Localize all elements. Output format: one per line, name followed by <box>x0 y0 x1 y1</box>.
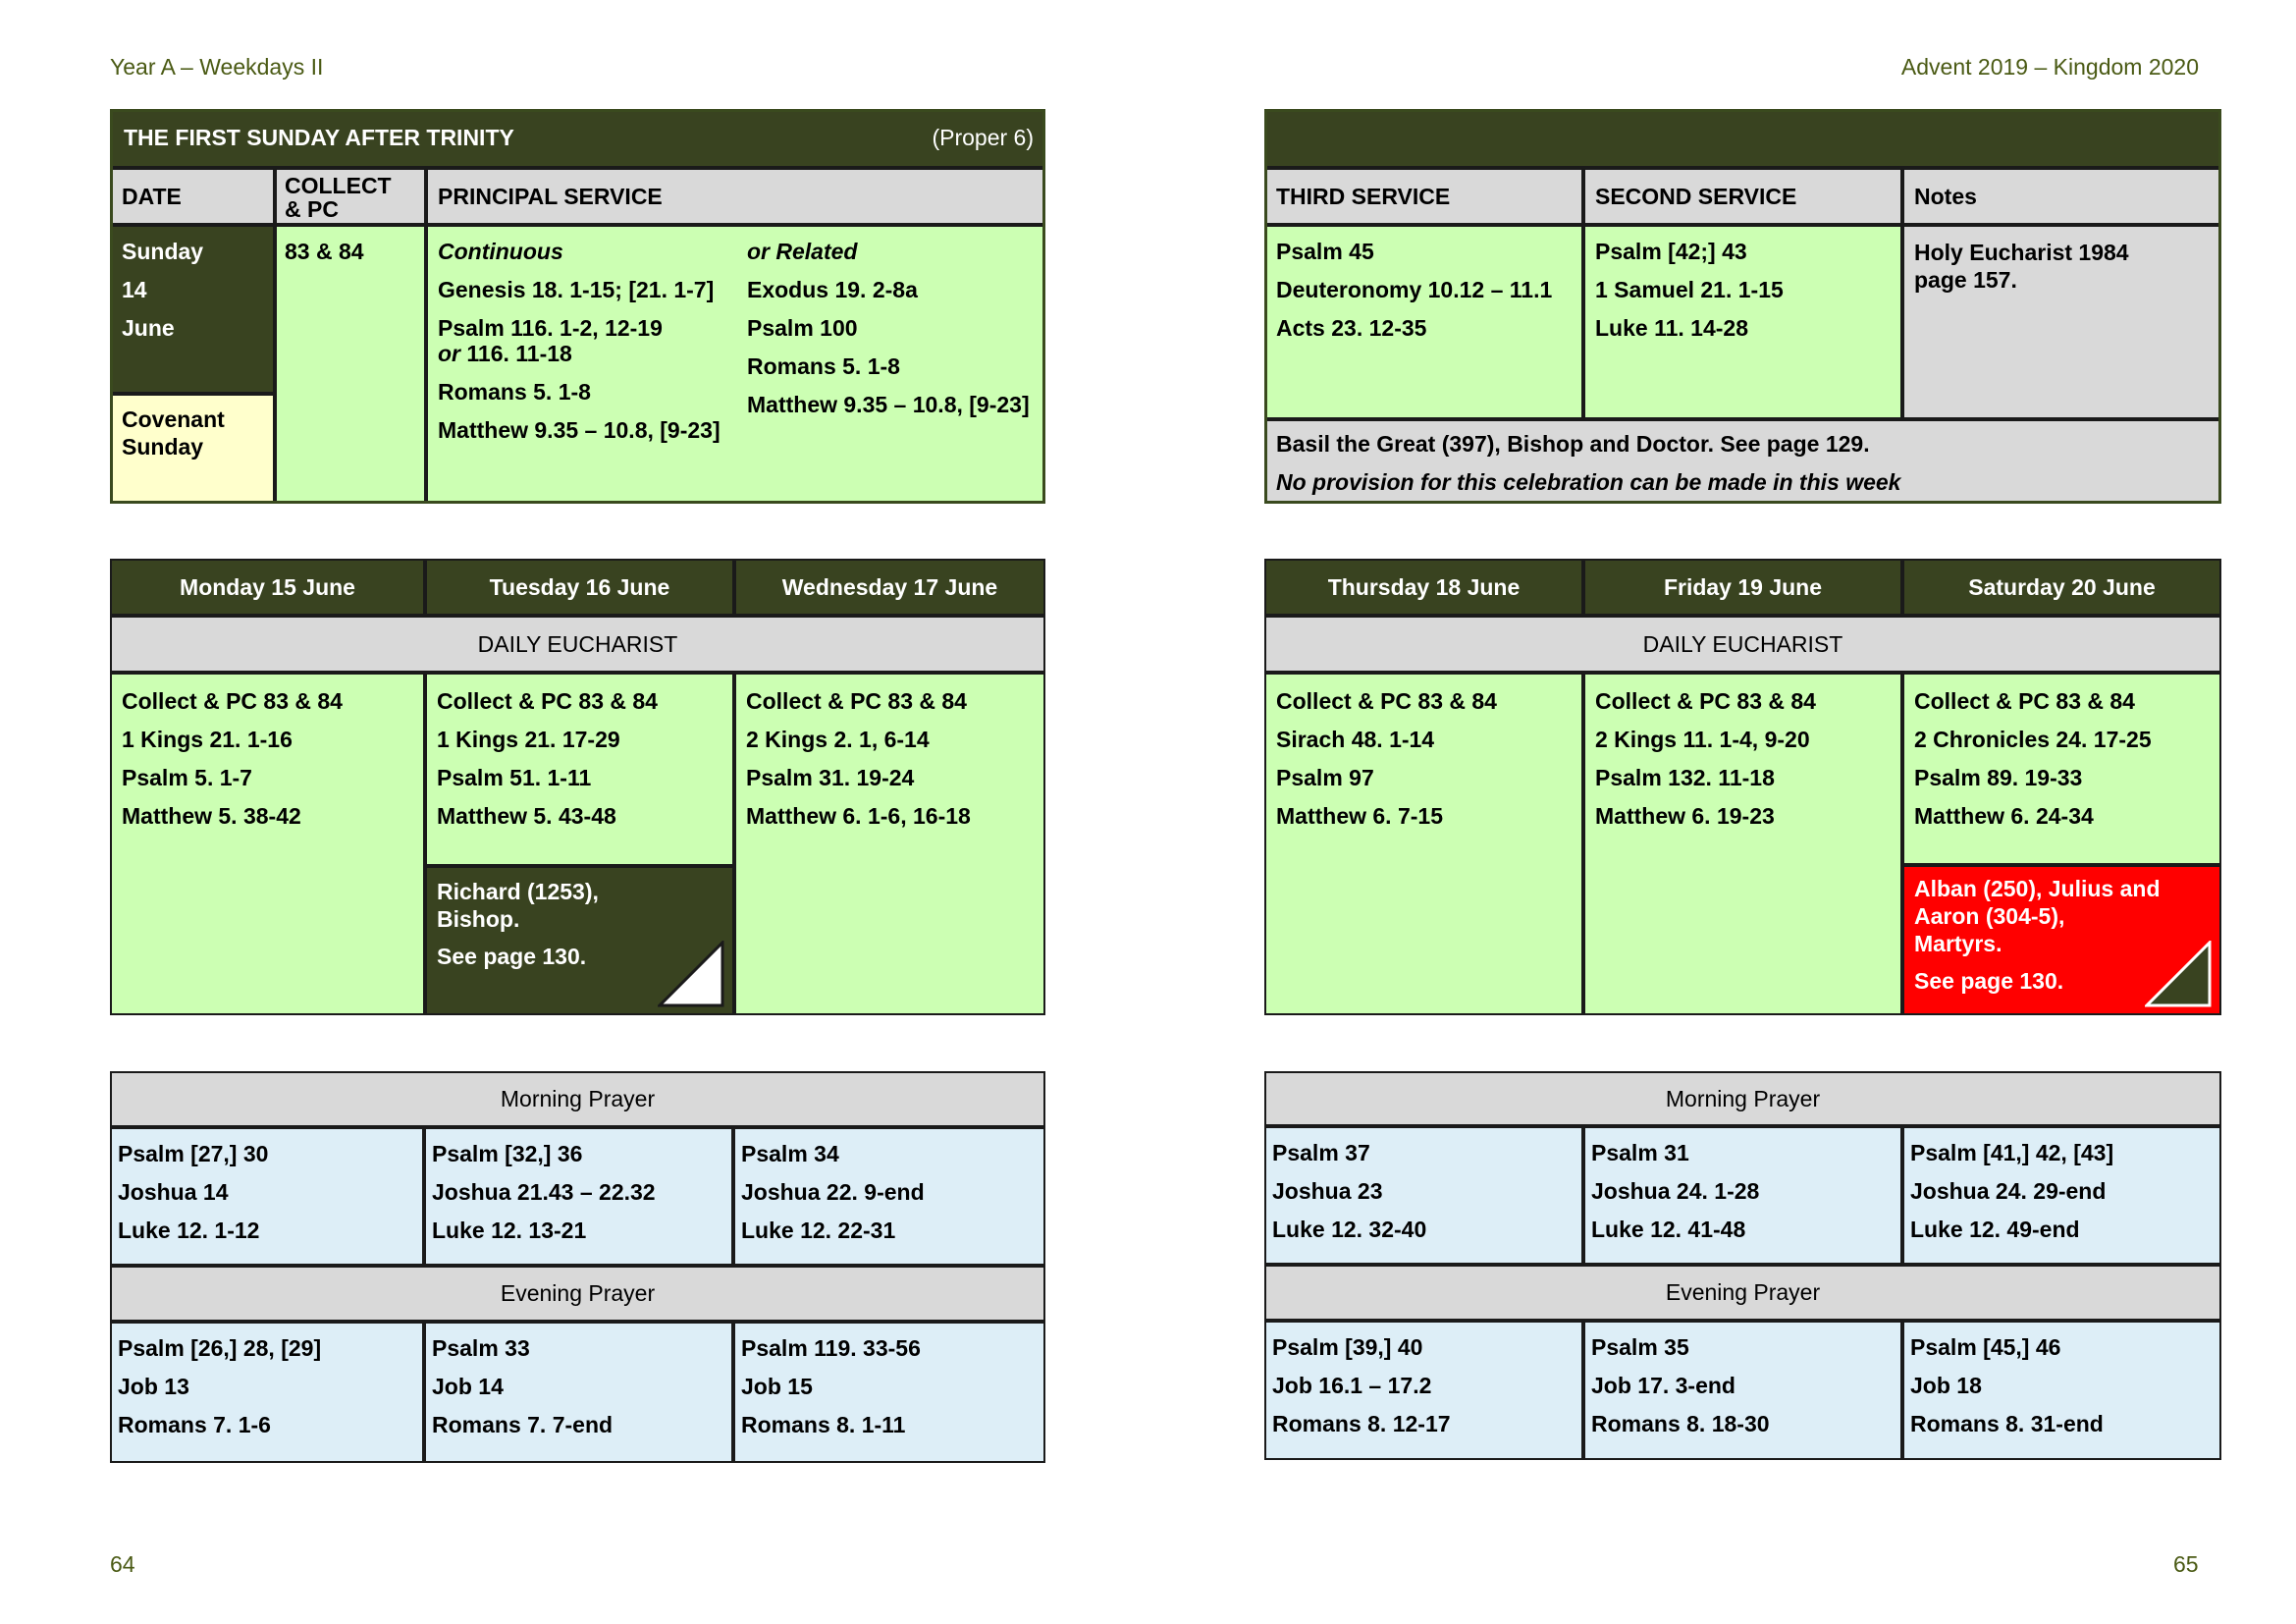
reading: Collect & PC 83 & 84 <box>1914 688 2135 714</box>
second-reading-3: Luke 11. 14-28 <box>1595 315 1748 341</box>
related-reading-2: Psalm 100 <box>747 315 858 341</box>
reading: Collect & PC 83 & 84 <box>1276 688 1497 714</box>
reading: Romans 7. 1-6 <box>118 1412 271 1437</box>
reading: Psalm 31. 19-24 <box>746 765 915 790</box>
reading: 2 Chronicles 24. 17-25 <box>1914 727 2152 752</box>
reading: Psalm [41,] 42, [43] <box>1910 1140 2114 1165</box>
third-reading-1: Psalm 45 <box>1276 239 1374 264</box>
date-line-day: Sunday <box>122 239 204 264</box>
col-header-second: SECOND SERVICE <box>1583 168 1902 225</box>
sunday-title: THE FIRST SUNDAY AFTER TRINITY <box>124 125 514 150</box>
related-reading-3: Romans 5. 1-8 <box>747 353 900 379</box>
continuous-reading-1: Genesis 18. 1-15; [21. 1-7] <box>438 277 715 302</box>
day-header-tuesday: Tuesday 16 June <box>425 559 734 616</box>
notes-line2: page 157. <box>1914 267 2017 293</box>
covenant-line2: Sunday <box>122 434 204 460</box>
reading: Luke 12. 32-40 <box>1272 1217 1427 1242</box>
ep-friday <box>1583 1321 1902 1460</box>
reading: Romans 7. 7-end <box>432 1412 614 1437</box>
sunday-table-left-frame <box>110 109 1045 504</box>
reading: Job 16.1 – 17.2 <box>1272 1373 1432 1398</box>
eucharist-wednesday <box>734 673 1045 1015</box>
richard-line2: Bishop. <box>437 906 520 932</box>
reading: Psalm [45,] 46 <box>1910 1334 2061 1360</box>
reading: Luke 12. 22-31 <box>741 1218 896 1243</box>
reading: Job 17. 3-end <box>1591 1373 1735 1398</box>
day-header-wednesday: Wednesday 17 June <box>734 559 1045 616</box>
page-corner-icon <box>2145 941 2212 1007</box>
mp-tuesday <box>424 1127 733 1266</box>
reading: Psalm 89. 19-33 <box>1914 765 2083 790</box>
date-line-num: 14 <box>122 277 147 302</box>
alban-line4: See page 130. <box>1914 968 2064 994</box>
morning-prayer-label-right: Morning Prayer <box>1264 1071 2221 1126</box>
reading: Collect & PC 83 & 84 <box>437 688 658 714</box>
reading: Psalm 97 <box>1276 765 1374 790</box>
no-provision-note: No provision for this celebration can be made in this week <box>1276 469 1901 495</box>
ep-saturday <box>1902 1321 2221 1460</box>
eucharist-table-right <box>1264 559 2221 1015</box>
daily-eucharist-label-left: DAILY EUCHARIST <box>110 616 1045 673</box>
page-number-left: 64 <box>110 1551 135 1577</box>
reading: 2 Kings 11. 1-4, 9-20 <box>1595 727 1810 752</box>
second-reading-1: Psalm [42;] 43 <box>1595 239 1747 264</box>
office-table-right <box>1264 1071 2221 1460</box>
eucharist-friday <box>1583 673 1902 1015</box>
col-header-collect-line2: & PC <box>285 196 339 222</box>
reading: 2 Kings 2. 1, 6-14 <box>746 727 930 752</box>
day-header-friday: Friday 19 June <box>1583 559 1902 616</box>
ep-tuesday <box>424 1322 733 1463</box>
reading: Joshua 14 <box>118 1179 229 1205</box>
sunday-table-left <box>110 109 1045 504</box>
reading: Job 14 <box>432 1374 504 1399</box>
eucharist-tuesday <box>425 673 734 866</box>
alban-line2: Aaron (304-5), <box>1914 903 2065 929</box>
morning-prayer-label-left: Morning Prayer <box>110 1071 1045 1127</box>
reading: 1 Kings 21. 1-16 <box>122 727 293 752</box>
basil-note: Basil the Great (397), Bishop and Doctor. See page 129. <box>1276 431 1870 457</box>
third-reading-3: Acts 23. 12-35 <box>1276 315 1427 341</box>
reading: Psalm 33 <box>432 1335 530 1361</box>
alban-line1: Alban (250), Julius and <box>1914 876 2161 901</box>
mp-saturday <box>1902 1126 2221 1265</box>
reading: Joshua 22. 9-end <box>741 1179 925 1205</box>
reading: Joshua 24. 29-end <box>1910 1178 2107 1204</box>
day-header-saturday: Saturday 20 June <box>1902 559 2221 616</box>
col-header-collect-line1: COLLECT <box>285 173 392 198</box>
richard-line1: Richard (1253), <box>437 879 599 904</box>
page-number-right: 65 <box>2173 1551 2199 1577</box>
related-reading-4: Matthew 9.35 – 10.8, [9-23] <box>747 392 1030 417</box>
reading: Joshua 21.43 – 22.32 <box>432 1179 656 1205</box>
col-header-date: DATE <box>110 168 275 225</box>
notes-line1: Holy Eucharist 1984 <box>1914 240 2129 265</box>
ep-monday <box>110 1322 424 1463</box>
reading: Job 15 <box>741 1374 813 1399</box>
mp-monday <box>110 1127 424 1266</box>
reading: Psalm [27,] 30 <box>118 1141 269 1166</box>
reading: Matthew 5. 43-48 <box>437 803 616 829</box>
related-label: or Related <box>747 239 858 264</box>
commemoration-richard <box>425 866 734 1015</box>
reading: Collect & PC 83 & 84 <box>1595 688 1816 714</box>
day-header-thursday: Thursday 18 June <box>1264 559 1583 616</box>
reading: Luke 12. 1-12 <box>118 1218 260 1243</box>
second-reading-2: 1 Samuel 21. 1-15 <box>1595 277 1784 302</box>
mp-wednesday <box>733 1127 1045 1266</box>
reading: Psalm 34 <box>741 1141 839 1166</box>
reading: Romans 8. 31-end <box>1910 1411 2104 1436</box>
reading: Collect & PC 83 & 84 <box>122 688 343 714</box>
sunday-table-right <box>1264 109 2221 504</box>
col-header-notes: Notes <box>1902 168 2221 225</box>
reading: Psalm [32,] 36 <box>432 1141 583 1166</box>
reading: Romans 8. 18-30 <box>1591 1411 1770 1436</box>
reading: Luke 12. 41-48 <box>1591 1217 1746 1242</box>
reading: Psalm 5. 1-7 <box>122 765 252 790</box>
reading: Romans 8. 1-11 <box>741 1412 906 1437</box>
alban-line3: Martyrs. <box>1914 931 2002 956</box>
day-header-monday: Monday 15 June <box>110 559 425 616</box>
reading: Psalm [26,] 28, [29] <box>118 1335 322 1361</box>
reading: Luke 12. 49-end <box>1910 1217 2080 1242</box>
continuous-label: Continuous <box>438 239 563 264</box>
reading: Joshua 24. 1-28 <box>1591 1178 1760 1204</box>
reading: Matthew 6. 7-15 <box>1276 803 1443 829</box>
running-header-left: Year A – Weekdays II <box>110 54 324 80</box>
ep-thursday <box>1264 1321 1583 1460</box>
reading: Luke 12. 13-21 <box>432 1218 587 1243</box>
mp-thursday <box>1264 1126 1583 1265</box>
reading: Matthew 6. 19-23 <box>1595 803 1775 829</box>
reading: Psalm 132. 11-18 <box>1595 765 1775 790</box>
covenant-line1: Covenant <box>122 406 225 432</box>
running-header-right: Advent 2019 – Kingdom 2020 <box>1900 54 2199 80</box>
evening-prayer-label-left: Evening Prayer <box>110 1266 1045 1322</box>
mp-friday <box>1583 1126 1902 1265</box>
collect-value: 83 & 84 <box>285 239 364 264</box>
reading: Psalm [39,] 40 <box>1272 1334 1423 1360</box>
office-table-left <box>110 1071 1045 1463</box>
col-header-third: THIRD SERVICE <box>1264 168 1583 225</box>
reading: Joshua 23 <box>1272 1178 1383 1204</box>
reading: Psalm 35 <box>1591 1334 1689 1360</box>
col-header-principal: PRINCIPAL SERVICE <box>426 168 1045 225</box>
continuous-reading-5: Matthew 9.35 – 10.8, [9-23] <box>438 417 721 443</box>
continuous-reading-2: Psalm 116. 1-2, 12-19 <box>438 315 663 341</box>
eucharist-monday <box>110 673 425 1015</box>
ep-wednesday <box>733 1322 1045 1463</box>
reading: Psalm 31 <box>1591 1140 1689 1165</box>
continuous-reading-4: Romans 5. 1-8 <box>438 379 591 405</box>
reading: Psalm 37 <box>1272 1140 1370 1165</box>
reading: Psalm 119. 33-56 <box>741 1335 921 1361</box>
reading: Sirach 48. 1-14 <box>1276 727 1435 752</box>
or-word: or <box>438 341 460 366</box>
date-line-month: June <box>122 315 175 341</box>
reading: Romans 8. 12-17 <box>1272 1411 1451 1436</box>
commemoration-alban <box>1902 865 2221 1015</box>
reading: Job 18 <box>1910 1373 1982 1398</box>
reading: 1 Kings 21. 17-29 <box>437 727 620 752</box>
reading: Matthew 6. 24-34 <box>1914 803 2094 829</box>
sunday-table-right-frame <box>1264 109 2221 504</box>
evening-prayer-label-right: Evening Prayer <box>1264 1265 2221 1321</box>
reading: Matthew 5. 38-42 <box>122 803 301 829</box>
page-corner-icon <box>658 941 724 1007</box>
reading: Psalm 51. 1-11 <box>437 765 592 790</box>
eucharist-thursday <box>1264 673 1583 1015</box>
proper-label: (Proper 6) <box>932 125 1034 150</box>
reading: Matthew 6. 1-6, 16-18 <box>746 803 971 829</box>
continuous-reading-3: 116. 11-18 <box>466 341 572 366</box>
third-reading-2: Deuteronomy 10.12 – 11.1 <box>1276 277 1553 302</box>
eucharist-saturday <box>1902 673 2221 865</box>
reading: Job 13 <box>118 1374 189 1399</box>
daily-eucharist-label-right: DAILY EUCHARIST <box>1264 616 2221 673</box>
related-reading-1: Exodus 19. 2-8a <box>747 277 918 302</box>
reading: Collect & PC 83 & 84 <box>746 688 967 714</box>
richard-line3: See page 130. <box>437 944 587 969</box>
eucharist-table-left <box>110 559 1045 1015</box>
